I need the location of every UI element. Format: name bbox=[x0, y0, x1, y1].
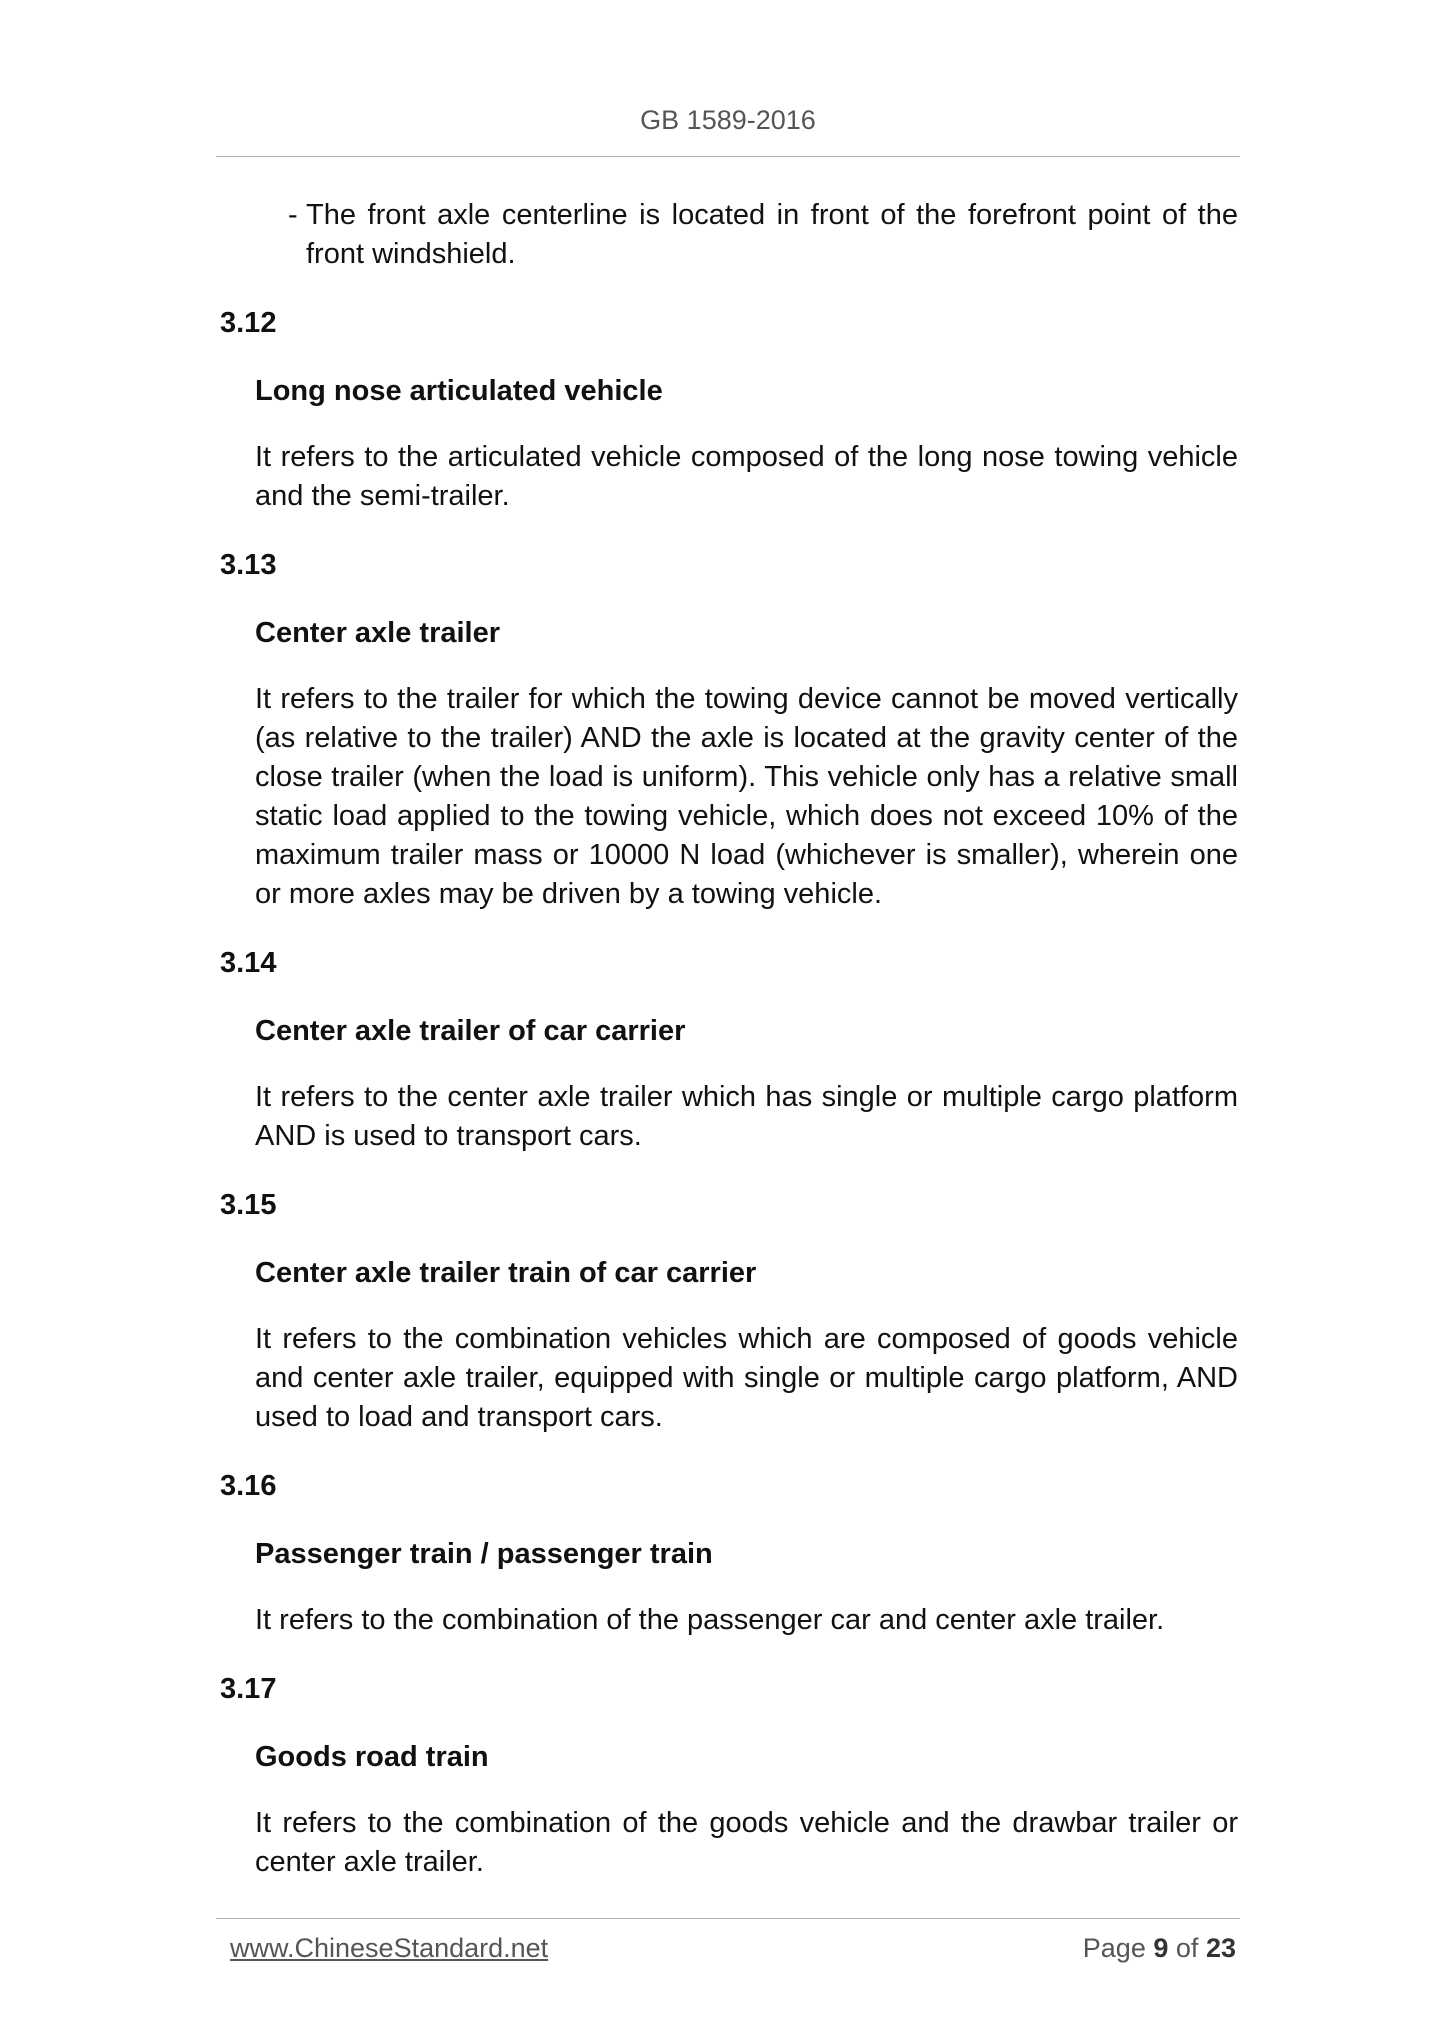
page-footer bbox=[216, 1918, 1240, 1969]
clause-number: 3.15 bbox=[220, 1189, 277, 1221]
term-title: Center axle trailer of car carrier bbox=[255, 1015, 686, 1047]
bullet-dash: - bbox=[288, 199, 298, 231]
list-item bbox=[288, 196, 1238, 274]
term-title: Center axle trailer train of car carrier bbox=[255, 1257, 757, 1289]
page-current: 9 bbox=[1153, 1933, 1169, 1963]
term-title: Goods road train bbox=[255, 1741, 489, 1773]
term-definition: It refers to the trailer for which the towing device cannot be moved vertically (as relative to the trailer) AND the axle is located at the gravity center of the close trailer (when the load is uniform). This vehicle only has a relative small static load applied to the towing vehicle, which does not exceed 10% of the maximum trailer mass or 10000 N load (whichever is smaller), wherein one or more axles may be driven by a towing vehicle. bbox=[255, 683, 1238, 910]
term-definition: It refers to the combination vehicles which are composed of goods vehicle and center axle trailer, equipped with single or multiple cargo platform, AND used to load and transport cars. bbox=[255, 1323, 1238, 1433]
term-definition: It refers to the combination of the passenger car and center axle trailer. bbox=[255, 1604, 1165, 1636]
clause-number: 3.13 bbox=[220, 549, 277, 581]
term-definition: It refers to the center axle trailer which has single or multiple cargo platform AND is used to transport cars. bbox=[255, 1081, 1238, 1152]
term-title: Passenger train / passenger train bbox=[255, 1538, 713, 1570]
clause-number: 3.17 bbox=[220, 1673, 277, 1705]
clause-number: 3.14 bbox=[220, 947, 277, 979]
page-indicator bbox=[1083, 1933, 1236, 1964]
website-link[interactable]: www.ChineseStandard.net bbox=[230, 1933, 549, 1963]
clause-number: 3.16 bbox=[220, 1470, 277, 1502]
document-body bbox=[220, 196, 1238, 1882]
term-title: Long nose articulated vehicle bbox=[255, 375, 663, 407]
page-header bbox=[216, 100, 1240, 157]
term-title: Center axle trailer bbox=[255, 617, 501, 649]
page-word: Page bbox=[1082, 1933, 1146, 1963]
term-definition: It refers to the articulated vehicle composed of the long nose towing vehicle and the semi-trailer. bbox=[255, 441, 1238, 512]
term-definition: It refers to the combination of the goods vehicle and the drawbar trailer or center axle trailer. bbox=[255, 1807, 1238, 1878]
bullet-text: The front axle centerline is located in front of the forefront point of the front windshield. bbox=[306, 199, 1238, 270]
page-total: 23 bbox=[1205, 1933, 1236, 1963]
standard-number: GB 1589-2016 bbox=[640, 105, 816, 135]
clause-number: 3.12 bbox=[220, 307, 277, 339]
page-of: of bbox=[1175, 1933, 1199, 1963]
